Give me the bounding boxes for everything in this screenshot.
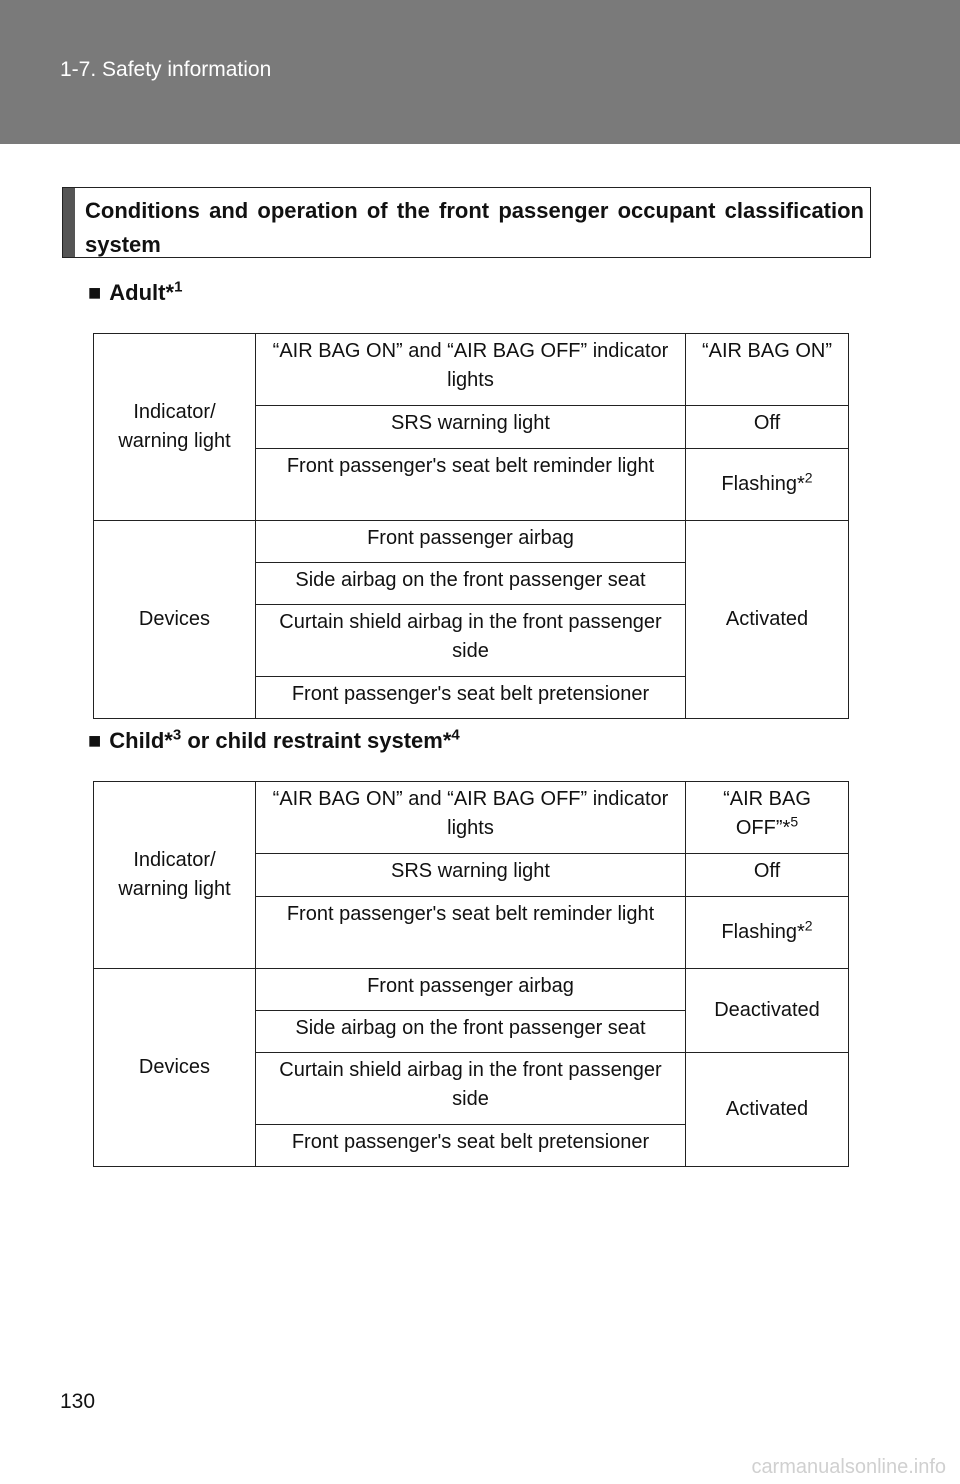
footnote-ref: 5 bbox=[790, 813, 799, 830]
child-heading-text-2: or child restraint system* bbox=[181, 728, 452, 753]
item-cell: “AIR BAG ON” and “AIR BAG OFF” indicator lights bbox=[256, 334, 686, 406]
adult-heading bbox=[88, 280, 182, 306]
table-row bbox=[94, 334, 849, 406]
item-cell: SRS warning light bbox=[256, 406, 686, 449]
status-text: “AIR BAG OFF”* bbox=[723, 788, 811, 839]
section-heading: Conditions and operation of the front passenger occupant classification system bbox=[85, 198, 864, 257]
square-bullet-icon: ■ bbox=[88, 728, 102, 753]
adult-heading-text: Adult* bbox=[109, 280, 175, 305]
item-cell: Curtain shield airbag in the front passenger side bbox=[256, 1053, 686, 1125]
page-number: 130 bbox=[60, 1390, 96, 1413]
child-table bbox=[93, 781, 849, 1167]
item-cell: Front passenger's seat belt pretensioner bbox=[256, 677, 686, 719]
status-cell: Activated bbox=[686, 1053, 849, 1167]
page-header bbox=[0, 0, 960, 144]
status-cell bbox=[686, 782, 849, 854]
item-cell: Side airbag on the front passenger seat bbox=[256, 1011, 686, 1053]
section-heading-box bbox=[62, 187, 871, 258]
status-cell: Off bbox=[686, 406, 849, 449]
child-heading-text: Child* bbox=[109, 728, 173, 753]
indicator-label-cell: Indicator/ warning light bbox=[94, 334, 256, 521]
item-cell: Front passenger's seat belt reminder light bbox=[256, 449, 686, 521]
item-cell: “AIR BAG ON” and “AIR BAG OFF” indicator lights bbox=[256, 782, 686, 854]
table-row bbox=[94, 521, 849, 563]
status-cell bbox=[686, 897, 849, 969]
adult-table bbox=[93, 333, 849, 719]
status-text: Flashing* bbox=[721, 920, 805, 943]
item-cell: Curtain shield airbag in the front passenger side bbox=[256, 605, 686, 677]
devices-label-cell: Devices bbox=[94, 969, 256, 1167]
table-row bbox=[94, 969, 849, 1011]
status-cell: “AIR BAG ON” bbox=[686, 334, 849, 406]
status-cell: Off bbox=[686, 854, 849, 897]
section-heading-bar bbox=[63, 188, 75, 257]
item-cell: Front passenger's seat belt reminder light bbox=[256, 897, 686, 969]
status-cell bbox=[686, 449, 849, 521]
footnote-ref: 2 bbox=[804, 916, 813, 933]
item-cell: Front passenger airbag bbox=[256, 521, 686, 563]
devices-label-cell: Devices bbox=[94, 521, 256, 719]
table-row bbox=[94, 782, 849, 854]
status-cell: Deactivated bbox=[686, 969, 849, 1053]
indicator-label-cell: Indicator/ warning light bbox=[94, 782, 256, 969]
square-bullet-icon: ■ bbox=[88, 280, 102, 305]
footnote-ref: 3 bbox=[172, 726, 182, 744]
item-cell: Front passenger airbag bbox=[256, 969, 686, 1011]
status-text: Flashing* bbox=[721, 472, 805, 495]
item-cell: Front passenger's seat belt pretensioner bbox=[256, 1125, 686, 1167]
item-cell: Side airbag on the front passenger seat bbox=[256, 563, 686, 605]
watermark: carmanualsonline.info bbox=[751, 1456, 946, 1478]
footnote-ref: 1 bbox=[174, 278, 183, 296]
footnote-ref: 2 bbox=[804, 468, 813, 485]
footnote-ref: 4 bbox=[451, 726, 460, 744]
status-cell: Activated bbox=[686, 521, 849, 719]
item-cell: SRS warning light bbox=[256, 854, 686, 897]
header-section-title: 1-7. Safety information bbox=[60, 58, 272, 81]
child-heading bbox=[88, 728, 460, 754]
